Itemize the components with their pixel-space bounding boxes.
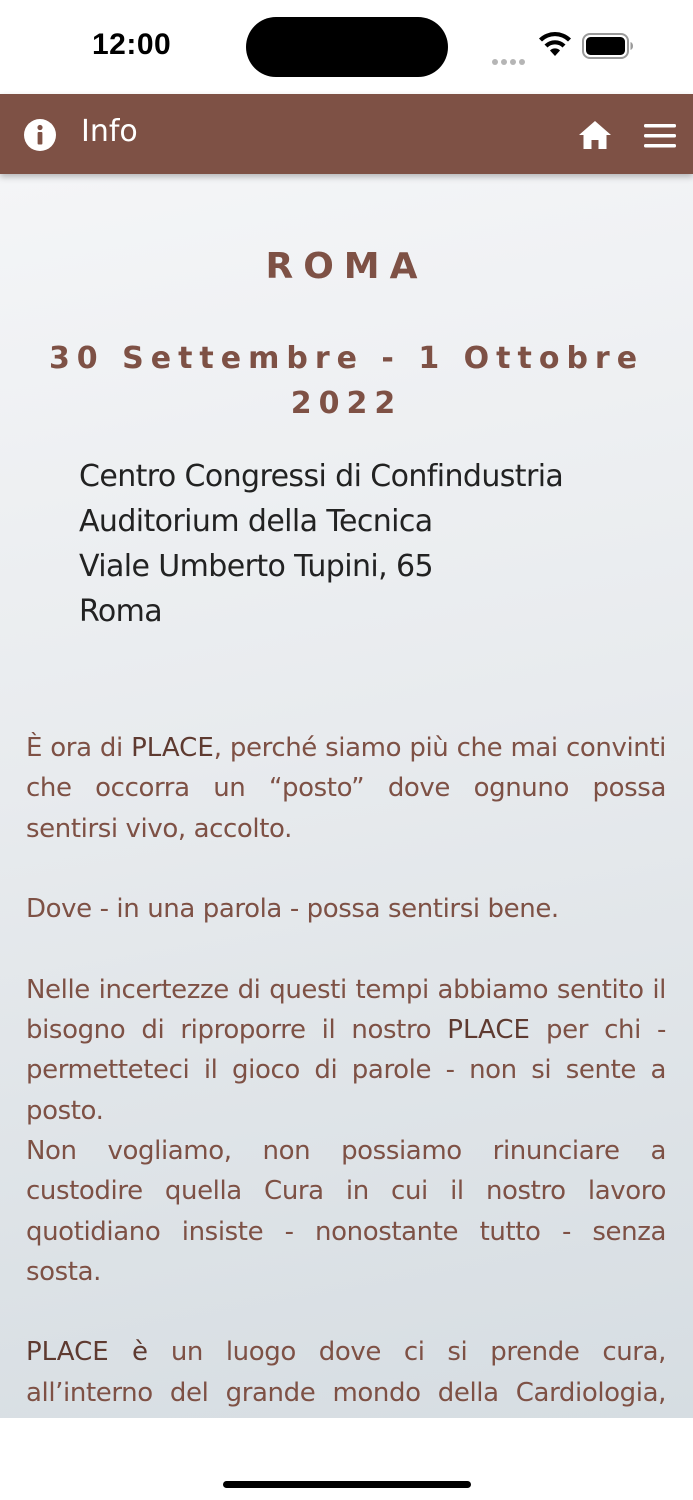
home-indicator[interactable] bbox=[223, 1481, 471, 1488]
paragraph bbox=[26, 728, 666, 849]
paragraph: Dove - in una parola - possa sentirsi bene. bbox=[26, 894, 559, 925]
status-time: 12:00 bbox=[92, 28, 172, 61]
menu-icon[interactable] bbox=[644, 124, 676, 152]
place-emphasis: PLACE bbox=[131, 733, 214, 763]
text-span: per chi - permetteteci il gioco di parole - non si sente a posto. bbox=[26, 1015, 666, 1126]
paragraph: Non vogliamo, non possiamo rinunciare a custodire quella Cura in cui il nostro lavoro quotidiano insiste - nonostante tutto - senza sosta. bbox=[26, 1135, 666, 1287]
home-icon[interactable] bbox=[578, 120, 612, 154]
event-description bbox=[26, 728, 666, 1453]
venue-line: Auditorium della Tecnica bbox=[79, 504, 433, 539]
text-span: un luogo dove ci si prende cura, all’interno del grande mondo della Cardiologia, bbox=[26, 1337, 666, 1408]
info-content[interactable] bbox=[0, 174, 693, 1418]
place-emphasis: PLACE bbox=[447, 1015, 530, 1046]
text-span: Nelle incertezze di questi tempi abbiamo sentito il bisogno di riproporre il nostro bbox=[26, 974, 666, 1046]
event-venue bbox=[79, 454, 679, 634]
dynamic-island bbox=[246, 17, 448, 77]
text-span: È ora di bbox=[26, 733, 132, 763]
venue-line: Viale Umberto Tupini, 65 bbox=[79, 549, 433, 584]
page-title: Info bbox=[81, 114, 138, 149]
battery-icon bbox=[582, 33, 634, 63]
event-dates: 30 Settembre - 1 Ottobre 2022 bbox=[48, 341, 645, 421]
venue-line: Centro Congressi di Confindustria bbox=[79, 459, 564, 494]
text-span: , perché siamo più che mai convinti che occorra un “posto” dove ognuno possa sentirsi vivo, accolto. bbox=[26, 733, 666, 844]
place-emphasis: PLACE è bbox=[26, 1337, 148, 1368]
wifi-icon bbox=[538, 32, 572, 62]
info-icon bbox=[24, 119, 56, 155]
paragraph bbox=[26, 970, 666, 1131]
event-city: ROMA bbox=[265, 246, 428, 287]
venue-line: Roma bbox=[79, 594, 163, 629]
cellular-signal-icon bbox=[492, 50, 528, 69]
